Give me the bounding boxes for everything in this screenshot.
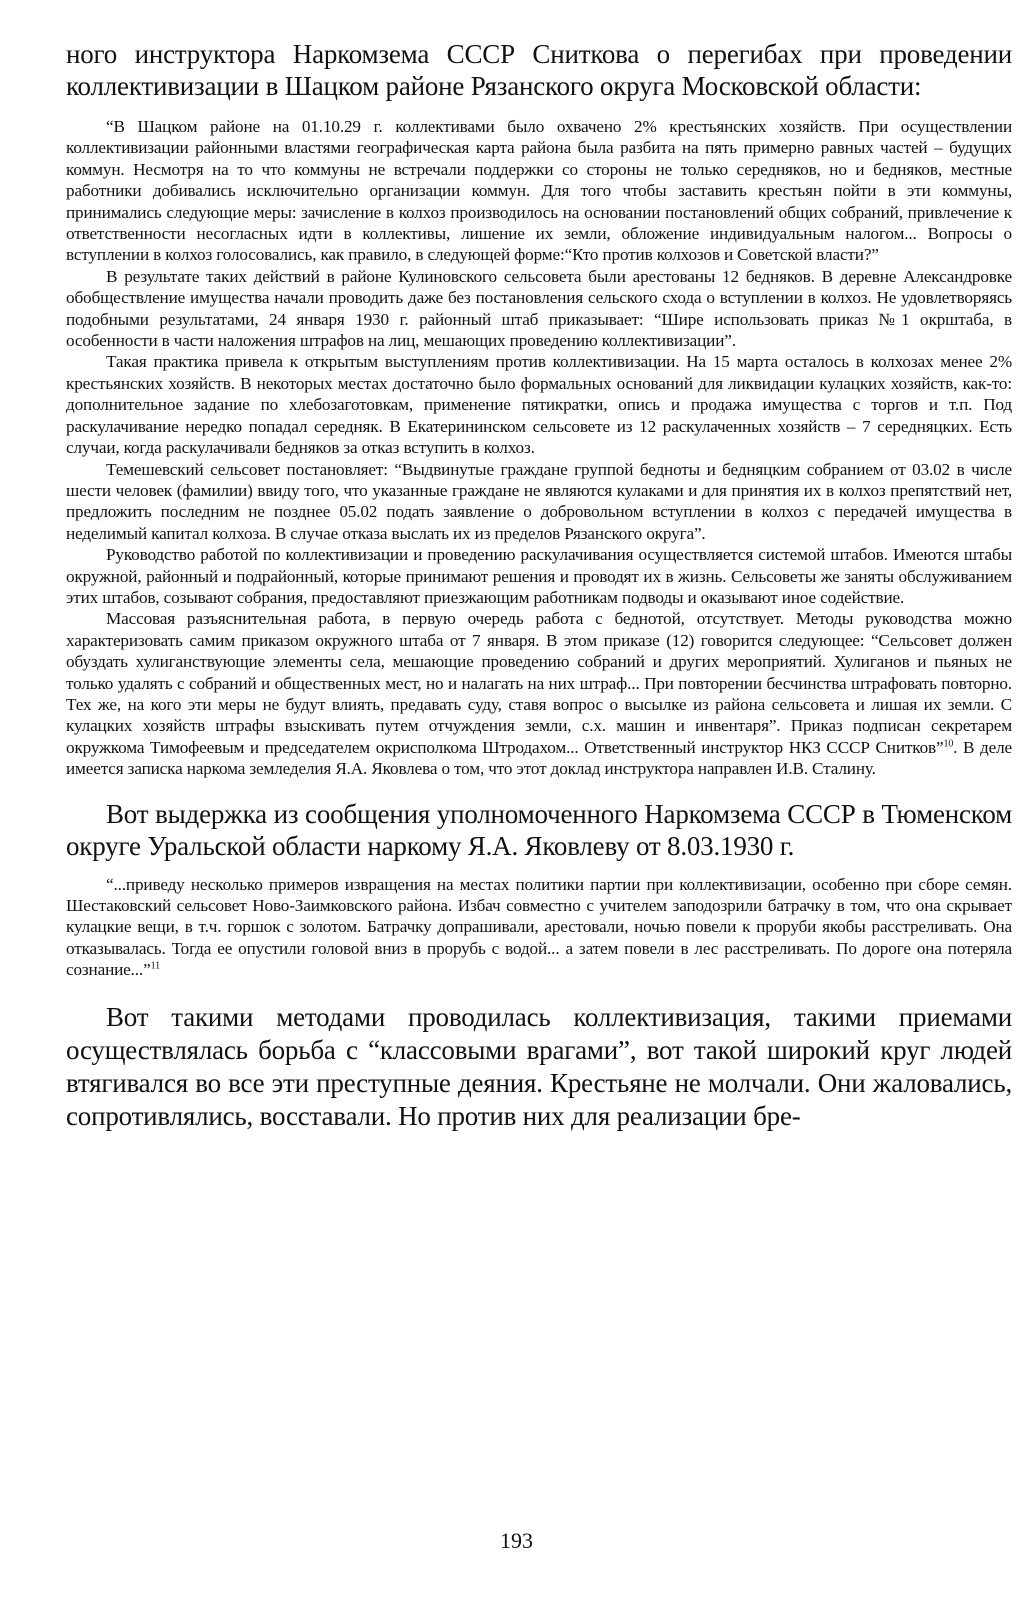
quote-paragraph: В результате таких действий в районе Кулиновского сельсовета были арестованы 12 бедняков. В деревне Александровке обобществление имущества начали проводить даже без постановления сельского схода о вступлении в колхоз. Не удовлетворяясь подобными результатами, 24 января 1930 г. районный штаб приказывает: “Шире использовать приказ №1 окрштаба, в особенности в части наложения штрафов на лиц, мешающих проведению коллективизации”. [66,266,1012,351]
footnote-marker: 11 [150,960,160,972]
quote-paragraph: “В Шацком районе на 01.10.29 г. коллективами было охвачено 2% крестьянских хозяйств. При осуществлении коллективизации районными властями географическая карта района была разбита на пять примерно равных частей – будущих коммун. Несмотря на то что коммуны не встречали поддержки со стороны не только середняков, но и бедняков, местные работники добивались исключительно организации коммун. Для того чтобы заставить крестьян пойти в эти коммуны, принимались следующие меры: зачисление в колхоз производилось на основании постановлений общих собраний, привлечение к ответственности несогласных идти в коллективы, лишение их земли, обложение индивидуальным налогом... Вопросы о вступлении в колхоз голосовались, как правило, в следующей форме:“Кто против колхозов и Советской власти?” [66,117,1012,265]
quote-tail: . В деле имеется записка наркома земледелия Я.А. Яковлева о том, что этот доклад инструктора направлен И.В. Сталину. [66,737,1013,779]
quote-paragraph-last [66,608,1012,779]
quote-text: Массовая разъяснительная работа, в первую очередь работа с беднотой, отсутствует. Методы руководства можно характеризовать самим приказом окружного штаба от 7 января. В этом приказе (12) говорится следующее: “Сельсовет должен обуздать хулиганствующие элементы села, мешающие проведению собраний и других мероприятий. Хулиганов и пьяных не только удалять с собраний и общественных мест, но и налагать на них штраф... При повторении бесчинства штрафовать повторно. Тех же, на кого эти меры не будут влиять, предавать суду, ставя вопрос о высылке из района сельсовета и лишая их земли. С кулацких хозяйств штрафы взыскивать путем отчуждения земли, с.х. машин и инвентаря”. Приказ подписан секретарем окружкома Тимофеевым и председателем окрисполкома Штродахом... Ответственный инструктор НКЗ СССР Снитков” [66,609,1012,757]
footnote-marker: 10 [943,738,954,750]
quote-block-1 [66,116,1012,780]
closing-paragraph: Вот такими методами проводилась коллективизация, такими приемами осуществлялась борьба с “классовыми врагами”, вот такой широкий круг людей втягивался во все эти преступные деяния. Крестьяне не молчали. Они жаловались, сопротивлялись, восставали. Но против них для реализации бре- [66,1001,1012,1131]
section-heading: Вот выдержка из сообщения уполномоченного Наркомзема СССР в Тюменском округе Уральской области наркому Я.А. Яковлеву от 8.03.1930 г. [66,798,1012,861]
quote-paragraph: Темешевский сельсовет постановляет: “Выдвинутые граждане группой бедноты и бедняцким собранием от 03.02 в числе шести человек (фамилии) ввиду того, что указанные граждане не являются кулаками и для принятия их в колхоз препятствий нет, предложить последним не позднее 05.02 подать заявление о добровольном вступлении в колхоз с передачей имущества в неделимый капитал колхоза. В случае отказа выслать их из пределов Рязанского округа”. [66,459,1012,543]
quote-paragraph: Такая практика привела к открытым выступлениям против коллективизации. На 15 марта осталось в колхозах менее 2% крестьянских хозяйств. В некоторых местах достаточно было формальных оснований для ликвидации кулацких хозяйств, как-то: дополнительное задание по хлебозаготовкам, применение пятикратки, опись и продажа имущества с торгов и т.п. Под раскулачивание нередко попадал середняк. В Екатерининском сельсовете из 12 раскулаченных хозяйств – 7 середняцких. Есть случаи, когда раскулачивали бедняков за отказ вступить в колхоз. [66,352,1012,458]
quote-text: “...приведу несколько примеров извращения на местах политики партии при коллективизации, особенно при сборе семян. Шестаковский сельсовет Ново-Заимковского района. Избач совместно с учителем заподозрили батрачку в том, что она скрывает кулацкие вещи, в т.ч. горшок с золотом. Батрачку допрашивали, арестовали, ночью повели к проруби якобы расстреливать. Она отказывалась. Тогда ее опустили головой вниз в прорубь с водой... а затем повели в лес расстреливать. По дороге она потеряла сознание...” [66,874,1012,980]
intro-paragraph: ного инструктора Наркомзема СССР Сниткова о перегибах при проведении коллективизации в Шацком районе Рязанского округа Московской области: [66,39,1012,101]
document-page [66,38,1012,1133]
page-number: 193 [500,1528,533,1553]
quote-block-2 [66,874,1012,981]
quote-paragraph [66,874,1012,981]
quote-paragraph: Руководство работой по коллективизации и проведению раскулачивания осуществляется системой штабов. Имеются штабы окружной, районный и подрайонный, которые принимают решения и проводят их в жизнь. Сельсоветы же заняты обслуживанием этих штабов, созывают собрания, предоставляют приезжающим работникам подводы и оказывают иное содействие. [66,545,1012,607]
